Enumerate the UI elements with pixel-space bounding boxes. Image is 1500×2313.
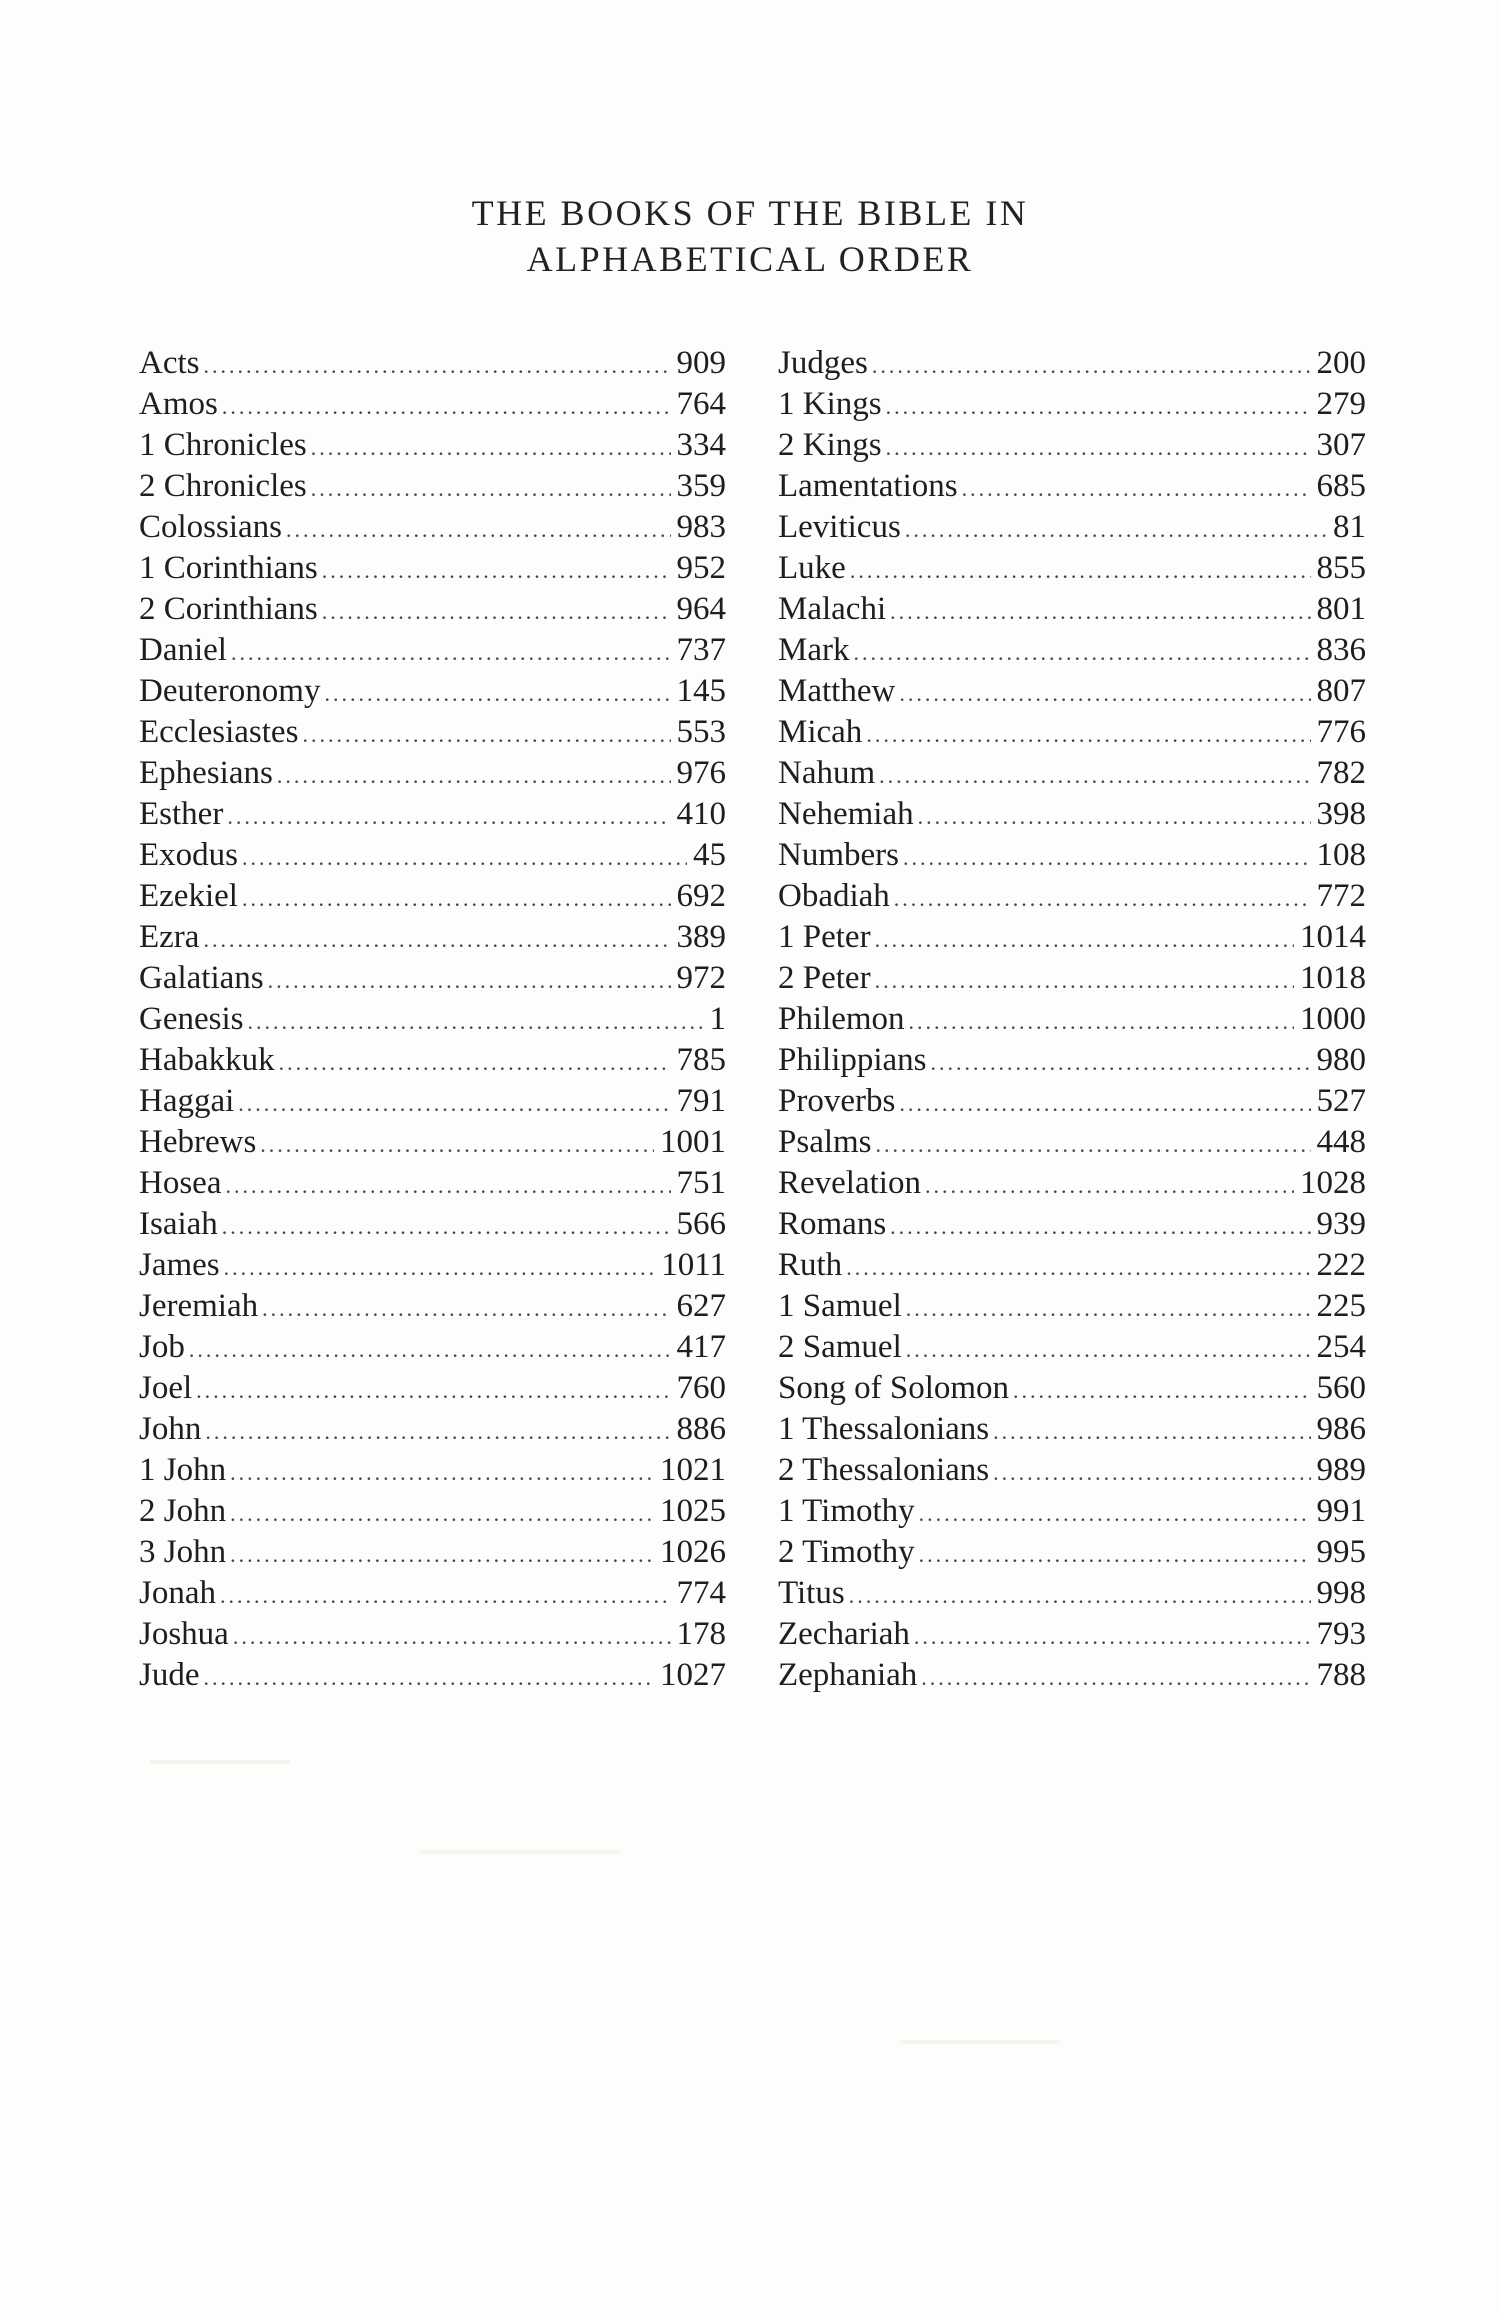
page-number: 801 — [1316, 591, 1366, 627]
book-name: Ephesians — [139, 755, 273, 791]
page-number: 972 — [676, 960, 726, 996]
book-name: Galatians — [139, 960, 264, 996]
book-name: 1 John — [139, 1452, 227, 1488]
book-entry — [778, 1409, 1366, 1450]
page-number: 389 — [676, 919, 726, 955]
book-entry — [139, 1409, 726, 1450]
page-number: 764 — [676, 386, 726, 422]
page-number: 989 — [1316, 1452, 1366, 1488]
page-number: 983 — [676, 509, 726, 545]
book-name: 1 Kings — [778, 386, 882, 422]
book-name: 2 Samuel — [778, 1329, 902, 1365]
book-name: Hebrews — [139, 1124, 257, 1160]
page-number: 782 — [1316, 755, 1366, 791]
book-name: James — [139, 1247, 220, 1283]
dot-leader — [302, 714, 670, 755]
page-number: 1014 — [1300, 919, 1366, 955]
page-number: 527 — [1316, 1083, 1366, 1119]
page-number: 788 — [1316, 1657, 1366, 1693]
page-number: 145 — [676, 673, 726, 709]
book-name: Judges — [778, 345, 868, 381]
page-number: 785 — [676, 1042, 726, 1078]
dot-leader — [905, 509, 1327, 550]
book-entry — [778, 1655, 1366, 1696]
book-name: Philemon — [778, 1001, 905, 1037]
dot-leader — [909, 1001, 1294, 1042]
book-entry — [139, 1450, 726, 1491]
book-name: Ruth — [778, 1247, 843, 1283]
dot-leader — [899, 673, 1310, 714]
dot-leader — [196, 1370, 670, 1411]
book-name: Acts — [139, 345, 200, 381]
left-column-book-list — [139, 343, 726, 1696]
book-entry — [778, 794, 1366, 835]
book-entry — [139, 425, 726, 466]
dot-leader — [890, 1206, 1310, 1247]
dot-leader — [853, 632, 1310, 673]
book-entry — [778, 1286, 1366, 1327]
book-entry — [139, 1532, 726, 1573]
book-name: Isaiah — [139, 1206, 218, 1242]
book-name: 2 Kings — [778, 427, 882, 463]
dot-leader — [919, 1534, 1311, 1575]
book-name: Jonah — [139, 1575, 216, 1611]
book-name: Philippians — [778, 1042, 927, 1078]
book-name: Colossians — [139, 509, 283, 545]
dot-leader — [286, 509, 670, 550]
book-name: Jeremiah — [139, 1288, 259, 1324]
page-number: 886 — [676, 1411, 726, 1447]
book-entry — [139, 1327, 726, 1368]
book-entry — [778, 384, 1366, 425]
book-name: 2 Peter — [778, 960, 871, 996]
page-number: 417 — [676, 1329, 726, 1365]
dot-leader — [914, 1616, 1311, 1657]
book-name: Micah — [778, 714, 863, 750]
page-number: 909 — [676, 345, 726, 381]
book-name: Ecclesiastes — [139, 714, 299, 750]
book-name: 1 Samuel — [778, 1288, 902, 1324]
book-entry — [778, 1614, 1366, 1655]
book-name: Esther — [139, 796, 224, 832]
dot-leader — [906, 1329, 1311, 1370]
book-name: 1 Chronicles — [139, 427, 307, 463]
page-number: 939 — [1316, 1206, 1366, 1242]
book-entry — [778, 1040, 1366, 1081]
book-entry — [778, 1122, 1366, 1163]
dot-leader — [921, 1657, 1310, 1698]
dot-leader — [322, 550, 671, 591]
dot-leader — [205, 1411, 670, 1452]
book-name: Habakkuk — [139, 1042, 275, 1078]
dot-leader — [879, 755, 1310, 796]
page-number: 1 — [709, 1001, 726, 1037]
book-entry — [139, 343, 726, 384]
page-number: 774 — [676, 1575, 726, 1611]
book-entry — [139, 589, 726, 630]
dot-leader — [850, 550, 1311, 591]
book-entry — [139, 507, 726, 548]
book-entry — [139, 1040, 726, 1081]
book-name: Titus — [778, 1575, 845, 1611]
page-number: 1027 — [660, 1657, 726, 1693]
book-name: Malachi — [778, 591, 887, 627]
dot-leader — [242, 878, 671, 919]
dot-leader — [231, 632, 671, 673]
dot-leader — [875, 960, 1294, 1001]
dot-leader — [247, 1001, 703, 1042]
book-name: 1 Timothy — [778, 1493, 915, 1529]
page-number: 995 — [1316, 1534, 1366, 1570]
book-entry — [139, 1368, 726, 1409]
page-number: 807 — [1316, 673, 1366, 709]
book-entry — [139, 835, 726, 876]
dot-leader — [222, 1206, 671, 1247]
page-number: 855 — [1316, 550, 1366, 586]
book-name: Nehemiah — [778, 796, 914, 832]
page-number: 986 — [1316, 1411, 1366, 1447]
book-entry — [139, 1204, 726, 1245]
page-number: 410 — [676, 796, 726, 832]
book-entry — [139, 1245, 726, 1286]
book-entry — [139, 466, 726, 507]
book-entry — [139, 753, 726, 794]
page-number: 776 — [1316, 714, 1366, 750]
dot-leader — [227, 796, 670, 837]
book-name: Joel — [139, 1370, 193, 1406]
page-number: 307 — [1316, 427, 1366, 463]
book-entry — [778, 343, 1366, 384]
dot-leader — [886, 427, 1311, 468]
book-name: Luke — [778, 550, 846, 586]
book-name: Revelation — [778, 1165, 921, 1201]
page-number: 1026 — [660, 1534, 726, 1570]
book-name: Genesis — [139, 1001, 244, 1037]
dot-leader — [262, 1288, 670, 1329]
book-entry — [139, 1655, 726, 1696]
dot-leader — [204, 1657, 655, 1698]
page-number: 998 — [1316, 1575, 1366, 1611]
dot-leader — [962, 468, 1311, 509]
dot-leader — [238, 1083, 670, 1124]
book-name: Ezekiel — [139, 878, 238, 914]
dot-leader — [925, 1165, 1294, 1206]
dot-leader — [224, 1247, 656, 1288]
page-number: 793 — [1316, 1616, 1366, 1652]
page-number: 952 — [676, 550, 726, 586]
book-entry — [139, 1163, 726, 1204]
page-number: 1021 — [660, 1452, 726, 1488]
book-entry — [778, 1327, 1366, 1368]
dot-leader — [919, 1493, 1311, 1534]
dot-leader — [846, 1247, 1310, 1288]
page-title — [0, 190, 1500, 282]
dot-leader — [222, 386, 671, 427]
book-entry — [139, 999, 726, 1040]
book-entry — [139, 630, 726, 671]
page-number: 560 — [1316, 1370, 1366, 1406]
book-entry — [778, 589, 1366, 630]
dot-leader — [203, 919, 670, 960]
book-entry — [778, 999, 1366, 1040]
page-number: 448 — [1316, 1124, 1366, 1160]
dot-leader — [260, 1124, 654, 1165]
book-name: Proverbs — [778, 1083, 896, 1119]
dot-leader — [886, 386, 1311, 427]
page-number: 627 — [676, 1288, 726, 1324]
dot-leader — [311, 468, 671, 509]
book-name: Amos — [139, 386, 218, 422]
dot-leader — [918, 796, 1311, 837]
book-entry — [778, 671, 1366, 712]
book-name: Zephaniah — [778, 1657, 918, 1693]
dot-leader — [322, 591, 671, 632]
page-number: 1000 — [1300, 1001, 1366, 1037]
book-name: 2 Corinthians — [139, 591, 318, 627]
dot-leader — [890, 591, 1310, 632]
book-entry — [778, 630, 1366, 671]
book-name: Leviticus — [778, 509, 901, 545]
book-entry — [778, 466, 1366, 507]
page-number: 964 — [676, 591, 726, 627]
page-number: 760 — [676, 1370, 726, 1406]
book-name: 3 John — [139, 1534, 227, 1570]
book-entry — [139, 1573, 726, 1614]
book-name: Joshua — [139, 1616, 229, 1652]
book-entry — [778, 1368, 1366, 1409]
dot-leader — [230, 1493, 654, 1534]
book-name: Jude — [139, 1657, 200, 1693]
dot-leader — [225, 1165, 670, 1206]
book-name: 2 Chronicles — [139, 468, 307, 504]
book-entry — [778, 917, 1366, 958]
page-number: 751 — [676, 1165, 726, 1201]
dot-leader — [993, 1452, 1310, 1493]
book-entry — [139, 958, 726, 999]
book-entry — [778, 1204, 1366, 1245]
dot-leader — [993, 1411, 1310, 1452]
dot-leader — [875, 919, 1294, 960]
page-number: 81 — [1333, 509, 1366, 545]
book-entry — [778, 507, 1366, 548]
page-number: 200 — [1316, 345, 1366, 381]
page-number: 1001 — [660, 1124, 726, 1160]
book-name: Nahum — [778, 755, 876, 791]
dot-leader — [279, 1042, 671, 1083]
book-name: Exodus — [139, 837, 238, 873]
book-entry — [778, 1163, 1366, 1204]
page-number: 225 — [1316, 1288, 1366, 1324]
book-entry — [778, 1532, 1366, 1573]
page-number: 692 — [676, 878, 726, 914]
dot-leader — [931, 1042, 1311, 1083]
dot-leader — [1013, 1370, 1310, 1411]
book-entry — [139, 548, 726, 589]
dot-leader — [230, 1452, 654, 1493]
book-name: Zechariah — [778, 1616, 910, 1652]
book-name: Lamentations — [778, 468, 958, 504]
book-name: 1 Peter — [778, 919, 871, 955]
book-entry — [778, 1245, 1366, 1286]
dot-leader — [204, 345, 671, 386]
book-entry — [778, 1450, 1366, 1491]
book-name: Romans — [778, 1206, 887, 1242]
page-number: 178 — [676, 1616, 726, 1652]
book-entry — [778, 712, 1366, 753]
page-number: 1025 — [660, 1493, 726, 1529]
page-number: 980 — [1316, 1042, 1366, 1078]
page-title-line-1: THE BOOKS OF THE BIBLE IN — [471, 193, 1029, 233]
dot-leader — [872, 345, 1311, 386]
dot-leader — [866, 714, 1310, 755]
book-entry — [139, 1491, 726, 1532]
book-entry — [778, 958, 1366, 999]
dot-leader — [233, 1616, 671, 1657]
book-name: 1 Thessalonians — [778, 1411, 990, 1447]
page-number: 222 — [1316, 1247, 1366, 1283]
page-number: 108 — [1316, 837, 1366, 873]
book-entry — [139, 794, 726, 835]
page-number: 334 — [676, 427, 726, 463]
book-entry — [139, 671, 726, 712]
show-through-mark — [420, 1850, 620, 1854]
book-name: John — [139, 1411, 202, 1447]
page-number: 1028 — [1300, 1165, 1366, 1201]
book-name: Ezra — [139, 919, 200, 955]
dot-leader — [906, 1288, 1311, 1329]
page-number: 279 — [1316, 386, 1366, 422]
book-entry — [139, 1286, 726, 1327]
book-entry — [139, 1081, 726, 1122]
book-name: Obadiah — [778, 878, 890, 914]
dot-leader — [268, 960, 671, 1001]
book-entry — [778, 753, 1366, 794]
book-name: 2 Timothy — [778, 1534, 915, 1570]
book-name: Daniel — [139, 632, 227, 668]
dot-leader — [849, 1575, 1311, 1616]
page-number: 398 — [1316, 796, 1366, 832]
book-entry — [139, 1122, 726, 1163]
page-number: 1011 — [661, 1247, 726, 1283]
book-name: 2 Thessalonians — [778, 1452, 990, 1488]
book-entry — [778, 1081, 1366, 1122]
book-name: Psalms — [778, 1124, 872, 1160]
book-entry — [778, 876, 1366, 917]
page-number: 359 — [676, 468, 726, 504]
page-title-line-2: ALPHABETICAL ORDER — [526, 239, 974, 279]
page-number: 772 — [1316, 878, 1366, 914]
dot-leader — [189, 1329, 671, 1370]
page-number: 791 — [676, 1083, 726, 1119]
dot-leader — [242, 837, 687, 878]
book-entry — [139, 876, 726, 917]
book-name: 1 Corinthians — [139, 550, 318, 586]
dot-leader — [277, 755, 671, 796]
right-column-book-list — [778, 343, 1366, 1696]
book-entry — [139, 712, 726, 753]
show-through-mark — [900, 2040, 1060, 2044]
dot-leader — [903, 837, 1311, 878]
book-entry — [139, 1614, 726, 1655]
dot-leader — [230, 1534, 654, 1575]
dot-leader — [899, 1083, 1310, 1124]
book-name: Mark — [778, 632, 850, 668]
book-name: Haggai — [139, 1083, 235, 1119]
page-number: 566 — [676, 1206, 726, 1242]
dot-leader — [894, 878, 1311, 919]
book-entry — [139, 917, 726, 958]
book-name: Song of Solomon — [778, 1370, 1010, 1406]
page-number: 553 — [676, 714, 726, 750]
page-number: 1018 — [1300, 960, 1366, 996]
book-name: Numbers — [778, 837, 899, 873]
page-number: 836 — [1316, 632, 1366, 668]
book-entry — [778, 425, 1366, 466]
page-number: 685 — [1316, 468, 1366, 504]
page-number: 991 — [1316, 1493, 1366, 1529]
book-entry — [139, 384, 726, 425]
page-number: 254 — [1316, 1329, 1366, 1365]
book-name: Deuteronomy — [139, 673, 321, 709]
book-name: Job — [139, 1329, 185, 1365]
dot-leader — [220, 1575, 671, 1616]
book-name: 2 John — [139, 1493, 227, 1529]
book-entry — [778, 1491, 1366, 1532]
page-number: 737 — [676, 632, 726, 668]
dot-leader — [311, 427, 671, 468]
dot-leader — [876, 1124, 1311, 1165]
book-entry — [778, 1573, 1366, 1614]
book-name: Hosea — [139, 1165, 222, 1201]
page-number: 45 — [693, 837, 726, 873]
show-through-mark — [150, 1760, 290, 1764]
page-number: 976 — [676, 755, 726, 791]
book-entry — [778, 835, 1366, 876]
book-entry — [778, 548, 1366, 589]
dot-leader — [324, 673, 670, 714]
book-name: Matthew — [778, 673, 896, 709]
